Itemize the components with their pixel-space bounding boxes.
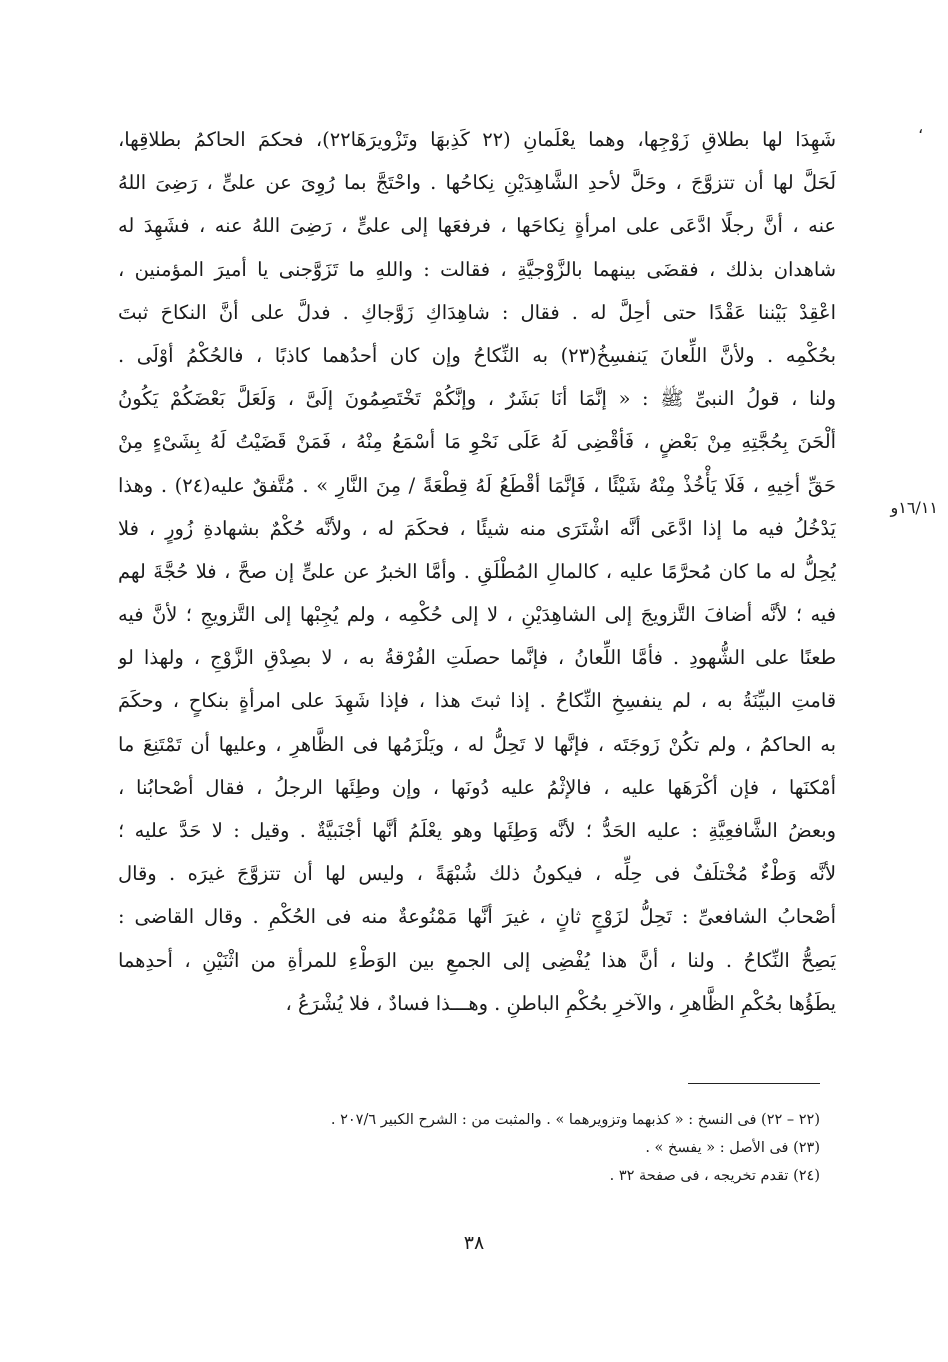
top-margin-mark: ، <box>918 118 924 137</box>
text-line: فيه ؛ لأنَّه أضافَ التَّزويجَ إلى الشاهِدَيْنِ ، لا إلى حُكْمِه ، ولم يُجِبْها إلى التَّزويجِ ؛ لأنَّ فيه <box>118 603 836 627</box>
text-line: يَدْخُلُ فيه ما إذا ادَّعَى أنَّه اشْتَرَى منه شيئًا ، فحكَمَ له ، ولأنَّه حُكْمٌ بشهادةِ زُورٍ ، فلا <box>118 516 836 540</box>
text-line: أمْكنَها ، فإن أكْرَهَها عليه ، فالإثْمُ عليه دُونَها ، وإن وطِئَها الرجلُ ، فقال أصْحابُنا ، <box>118 775 836 799</box>
text-line: بحُكْمِه . ولأنَّ اللِّعانَ يَنفسِخُ(٢٣) به النِّكاحُ وإن كان أحدُهما كاذبًا ، فالحُكْمُ أوْلَى . <box>118 343 836 367</box>
text-line: به الحاكمُ ، ولم تكُنْ زَوجَتَه ، فإنَّها لا تَحِلُّ له ، ويَلْزَمُها فى الظَّاهرِ ، وعليها أن تَمْتَنِعَ ما <box>118 732 836 756</box>
text-line: يُحِلُّ له ما كان مُحرَّمًا عليه ، كالمالِ المُطْلَقِ . وأمَّا الخبرُ عن علىٍّ إن صحَّ ، فلا حُجَّةَ لهم <box>118 559 836 583</box>
text-line: لَحَلَّ لها أن تتزوَّجَ ، وحَلَّ لأحدِ الشَّاهِدَيْنِ نِكاحُها . واحْتَجَّ بما رُوِىَ عن علىٍّ ، رَضِىَ اللهُ <box>118 171 836 195</box>
footnote: (٢٢ – ٢٢) فى النسخ : « كذبهما وتزويرهما » . والمثبت من : الشرح الكبير ٢٠٧/٦ . <box>330 1112 820 1128</box>
footnotes-block <box>200 1106 820 1190</box>
main-text-block <box>118 118 836 1025</box>
text-line: ولنا ، قولُ النبىِّ ﷺ : « إنَّمَا أنَا بَشَرٌ ، وإنَّكُمْ تَخْتَصِمُونَ إلَىَّ ، وَلَعَلَّ بَعْضَكُمْ يَكُونُ <box>118 387 836 411</box>
text-line: يَصِحُّ النِّكاحُ . ولنا ، أنَّ هذا يُفْضِى إلى الجمعِ بين الوَطْءِ للمرأةِ من اثْنَيْنِ ، أحدِهما <box>118 948 836 972</box>
footnote: (٢٤) تقدم تخريجه ، فى صفحة ٣٢ . <box>609 1168 820 1184</box>
text-line: حَقِّ أخِيهِ ، فَلَا يَأْخُذْ مِنْهُ شَيْئًا ، فَإنَّمَا أقْطَعُ لَهُ قِطْعَةً / مِنَ النَّارِ » . مُتَّفقٌ عليه(٢٤) . وهذا <box>118 473 836 497</box>
manuscript-folio-note: ١٦/١١و <box>890 498 938 517</box>
text-line: عنه ، أنَّ رجلًا ادَّعَى على امرأةٍ نِكاحَها ، فرفعَها إلى علىٍّ ، رَضِىَ اللهُ عنه ، فشَهِدَ له <box>118 214 836 238</box>
text-line: يطَؤُها بحُكْمِ الظَّاهرِ ، والآخرِ بحُكْمِ الباطنِ . وهـــذا فسادٌ ، فلا يُشْرَعُ ، <box>285 991 836 1015</box>
footnote: (٢٣) فى الأصل : « يفسخ » . <box>645 1140 820 1156</box>
text-line: قامتِ البيِّنَةُ به ، لم ينفسِخِ النِّكاحُ . إذا ثبتَ هذا ، فإذا شَهِدَ على امرأةٍ بنكاحٍ ، وحكَمَ <box>118 689 836 713</box>
text-line: أصْحابُ الشافعىِّ : تَحِلُّ لزَوْجٍ ثانٍ ، غيرَ أنَّها مَمْنُوعةٌ منه فى الحُكْمِ . وقال القاضى : <box>118 905 836 929</box>
text-line: لأنَّه وَطْءٌ مُخْتلَفٌ فى حِلِّه ، فيكونُ ذلك شُبْهَةً ، وليس لها أن تتزوَّجَ غيرَه . وقال <box>118 862 836 886</box>
text-line: شاهدان بذلك ، فقضَى بينهما بالزَّوْجيَّةِ ، فقالت : واللهِ ما تَزَوَّجنى يا أميرَ المؤمنين ، <box>118 257 836 281</box>
footnote-separator <box>688 1083 820 1084</box>
text-line: شَهِدَا لها بطلاقِ زَوْجِها، وهما يعْلَمانِ (٢٢ كَذِبهَا وتَزْويرَهَا٢٢)، فحكمَ الحاكمُ بطلاقِها، <box>118 128 836 151</box>
text-line: وبعضُ الشَّافعِيَّةِ : عليه الحَدُّ ؛ لأنَّه وَطِئَها وهو يعْلَمُ أنَّها أجْنَبيَّةٌ . وقيل : لا حَدَّ عليه ؛ <box>118 819 836 842</box>
text-line: ألْحَنَ بِحُجَّتِهِ مِنْ بَعْضٍ ، فَأقْضِى لَهُ عَلَى نَحْوِ مَا أسْمَعُ مِنْهُ ، فَمَنْ قَضَيْتُ لَهُ بِشَىْءٍ مِنْ <box>118 430 836 454</box>
page-number: ٣٨ <box>463 1232 485 1254</box>
text-line: اعْقِدْ بَيْننا عَقْدًا حتى أحِلَّ له . فقال : شاهِدَاكِ زَوَّجاكِ . فدلَّ على أنَّ النكاحَ ثبتَ <box>118 300 836 324</box>
text-line: طعنًا على الشُّهودِ . فأمَّا اللِّعانُ ، فإنَّما حصلَتِ الفُرْقةُ به ، لا بصِدْقِ الزَّوْجِ ، ولهذا لو <box>118 646 836 670</box>
